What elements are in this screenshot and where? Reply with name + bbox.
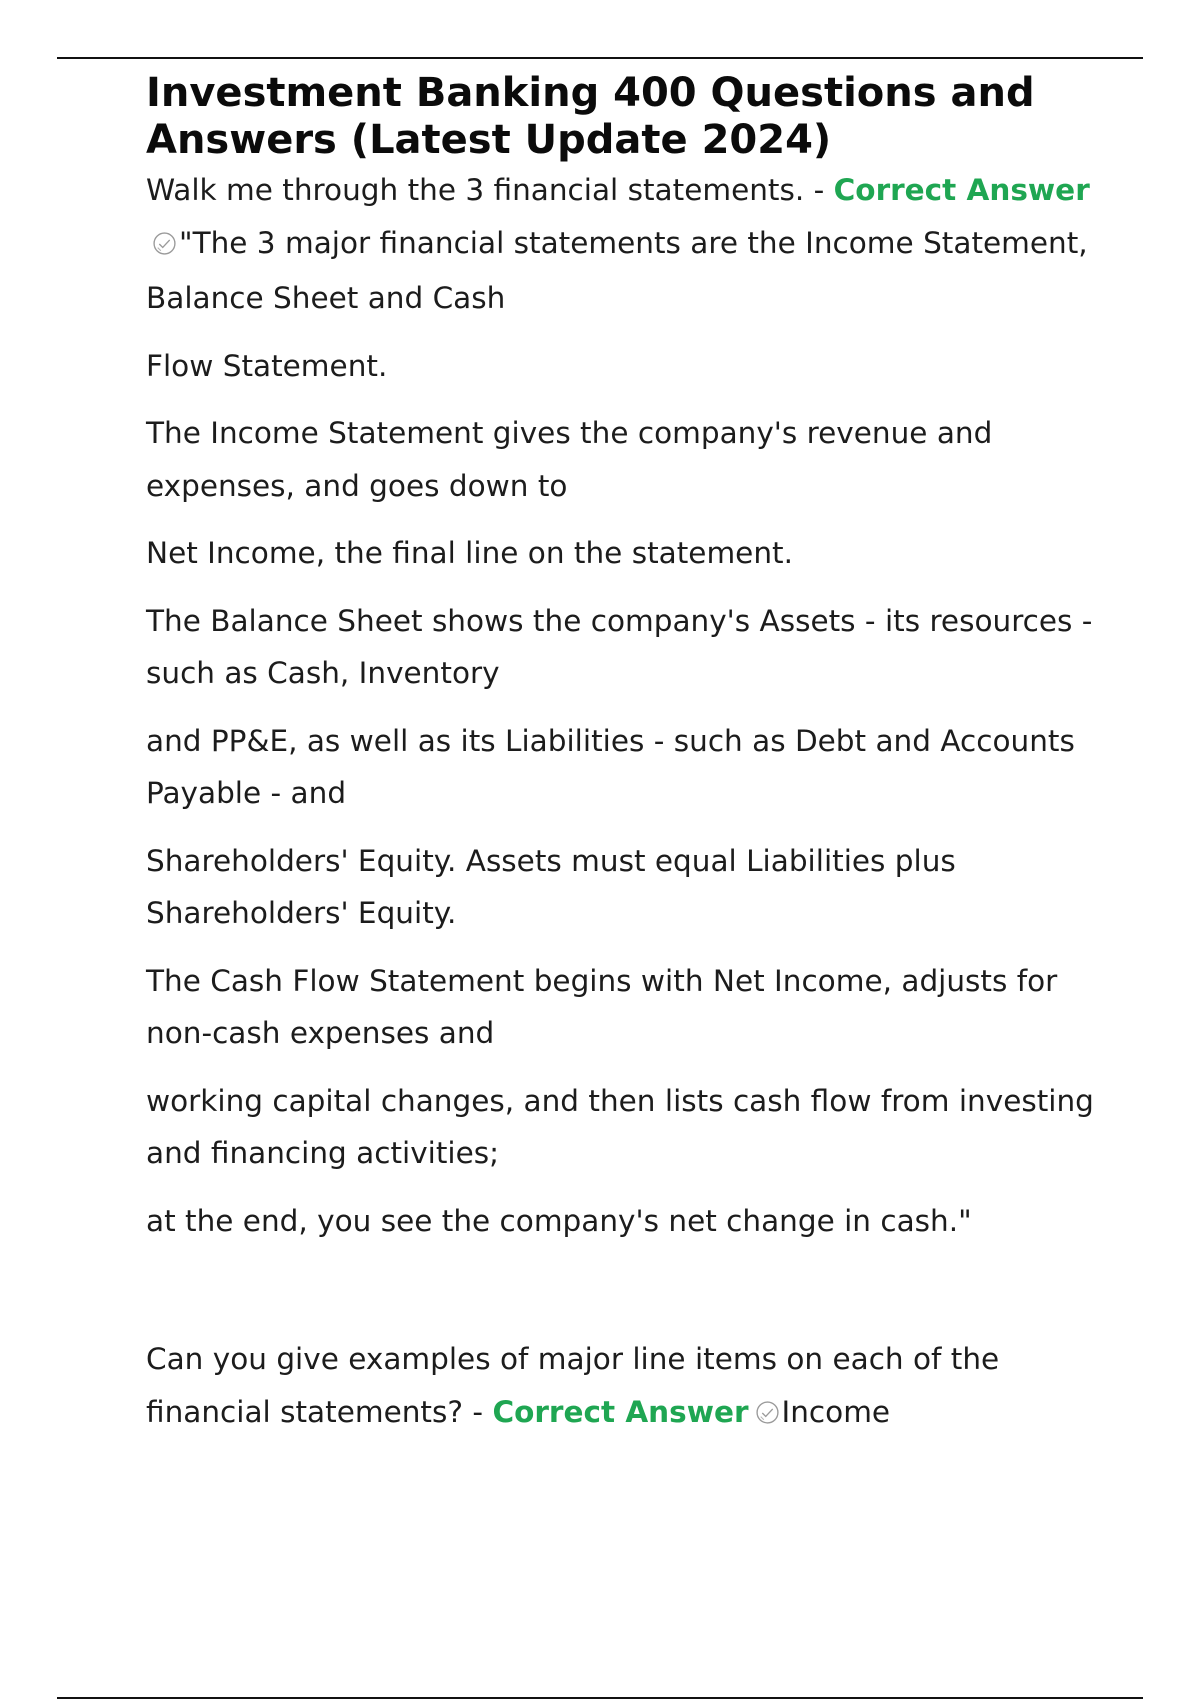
correct-answer-label: Correct Answer: [833, 173, 1090, 207]
answer-paragraph: working capital changes, and then lists cash flow from investing and financing activities;: [146, 1083, 1094, 1170]
answer-paragraph: Flow Statement.: [146, 348, 388, 383]
qa-block-1: [146, 164, 1096, 1247]
question-paragraph: [146, 164, 1096, 325]
answer-paragraph: at the end, you see the company's net change in cash.": [146, 1203, 972, 1238]
page-title: Investment Banking 400 Questions and Answers (Latest Update 2024): [146, 70, 1035, 163]
question-paragraph: [146, 1333, 1096, 1441]
answer-paragraph: and PP&E, as well as its Liabilities - such as Debt and Accounts Payable - and: [146, 723, 1075, 810]
bottom-rule: [57, 1697, 1143, 1699]
document-body: [146, 70, 1096, 1441]
check-circle-icon: [755, 1389, 780, 1442]
answer-text: Income: [781, 1394, 891, 1429]
answer-text: "The 3 major financial statements are the Income Statement, Balance Sheet and Cash: [146, 225, 1088, 315]
answer-paragraph: Net Income, the final line on the statement.: [146, 536, 793, 570]
answer-paragraph: The Balance Sheet shows the company's Assets - its resources - such as Cash, Inventory: [146, 603, 1093, 690]
question-text: Can you give examples of major line items on each of the financial statements? -: [146, 1342, 1000, 1429]
answer-paragraph: The Income Statement gives the company's revenue and expenses, and goes down to: [146, 416, 993, 503]
top-rule: [57, 57, 1143, 59]
answer-paragraph: The Cash Flow Statement begins with Net Income, adjusts for non-cash expenses and: [146, 963, 1058, 1050]
question-text: Walk me through the 3 financial statements. -: [146, 173, 834, 207]
answer-paragraph: Shareholders' Equity. Assets must equal Liabilities plus Shareholders' Equity.: [146, 843, 956, 930]
qa-block-2: [146, 1333, 1096, 1441]
check-circle-icon: [152, 220, 177, 273]
correct-answer-label: Correct Answer: [492, 1394, 749, 1429]
